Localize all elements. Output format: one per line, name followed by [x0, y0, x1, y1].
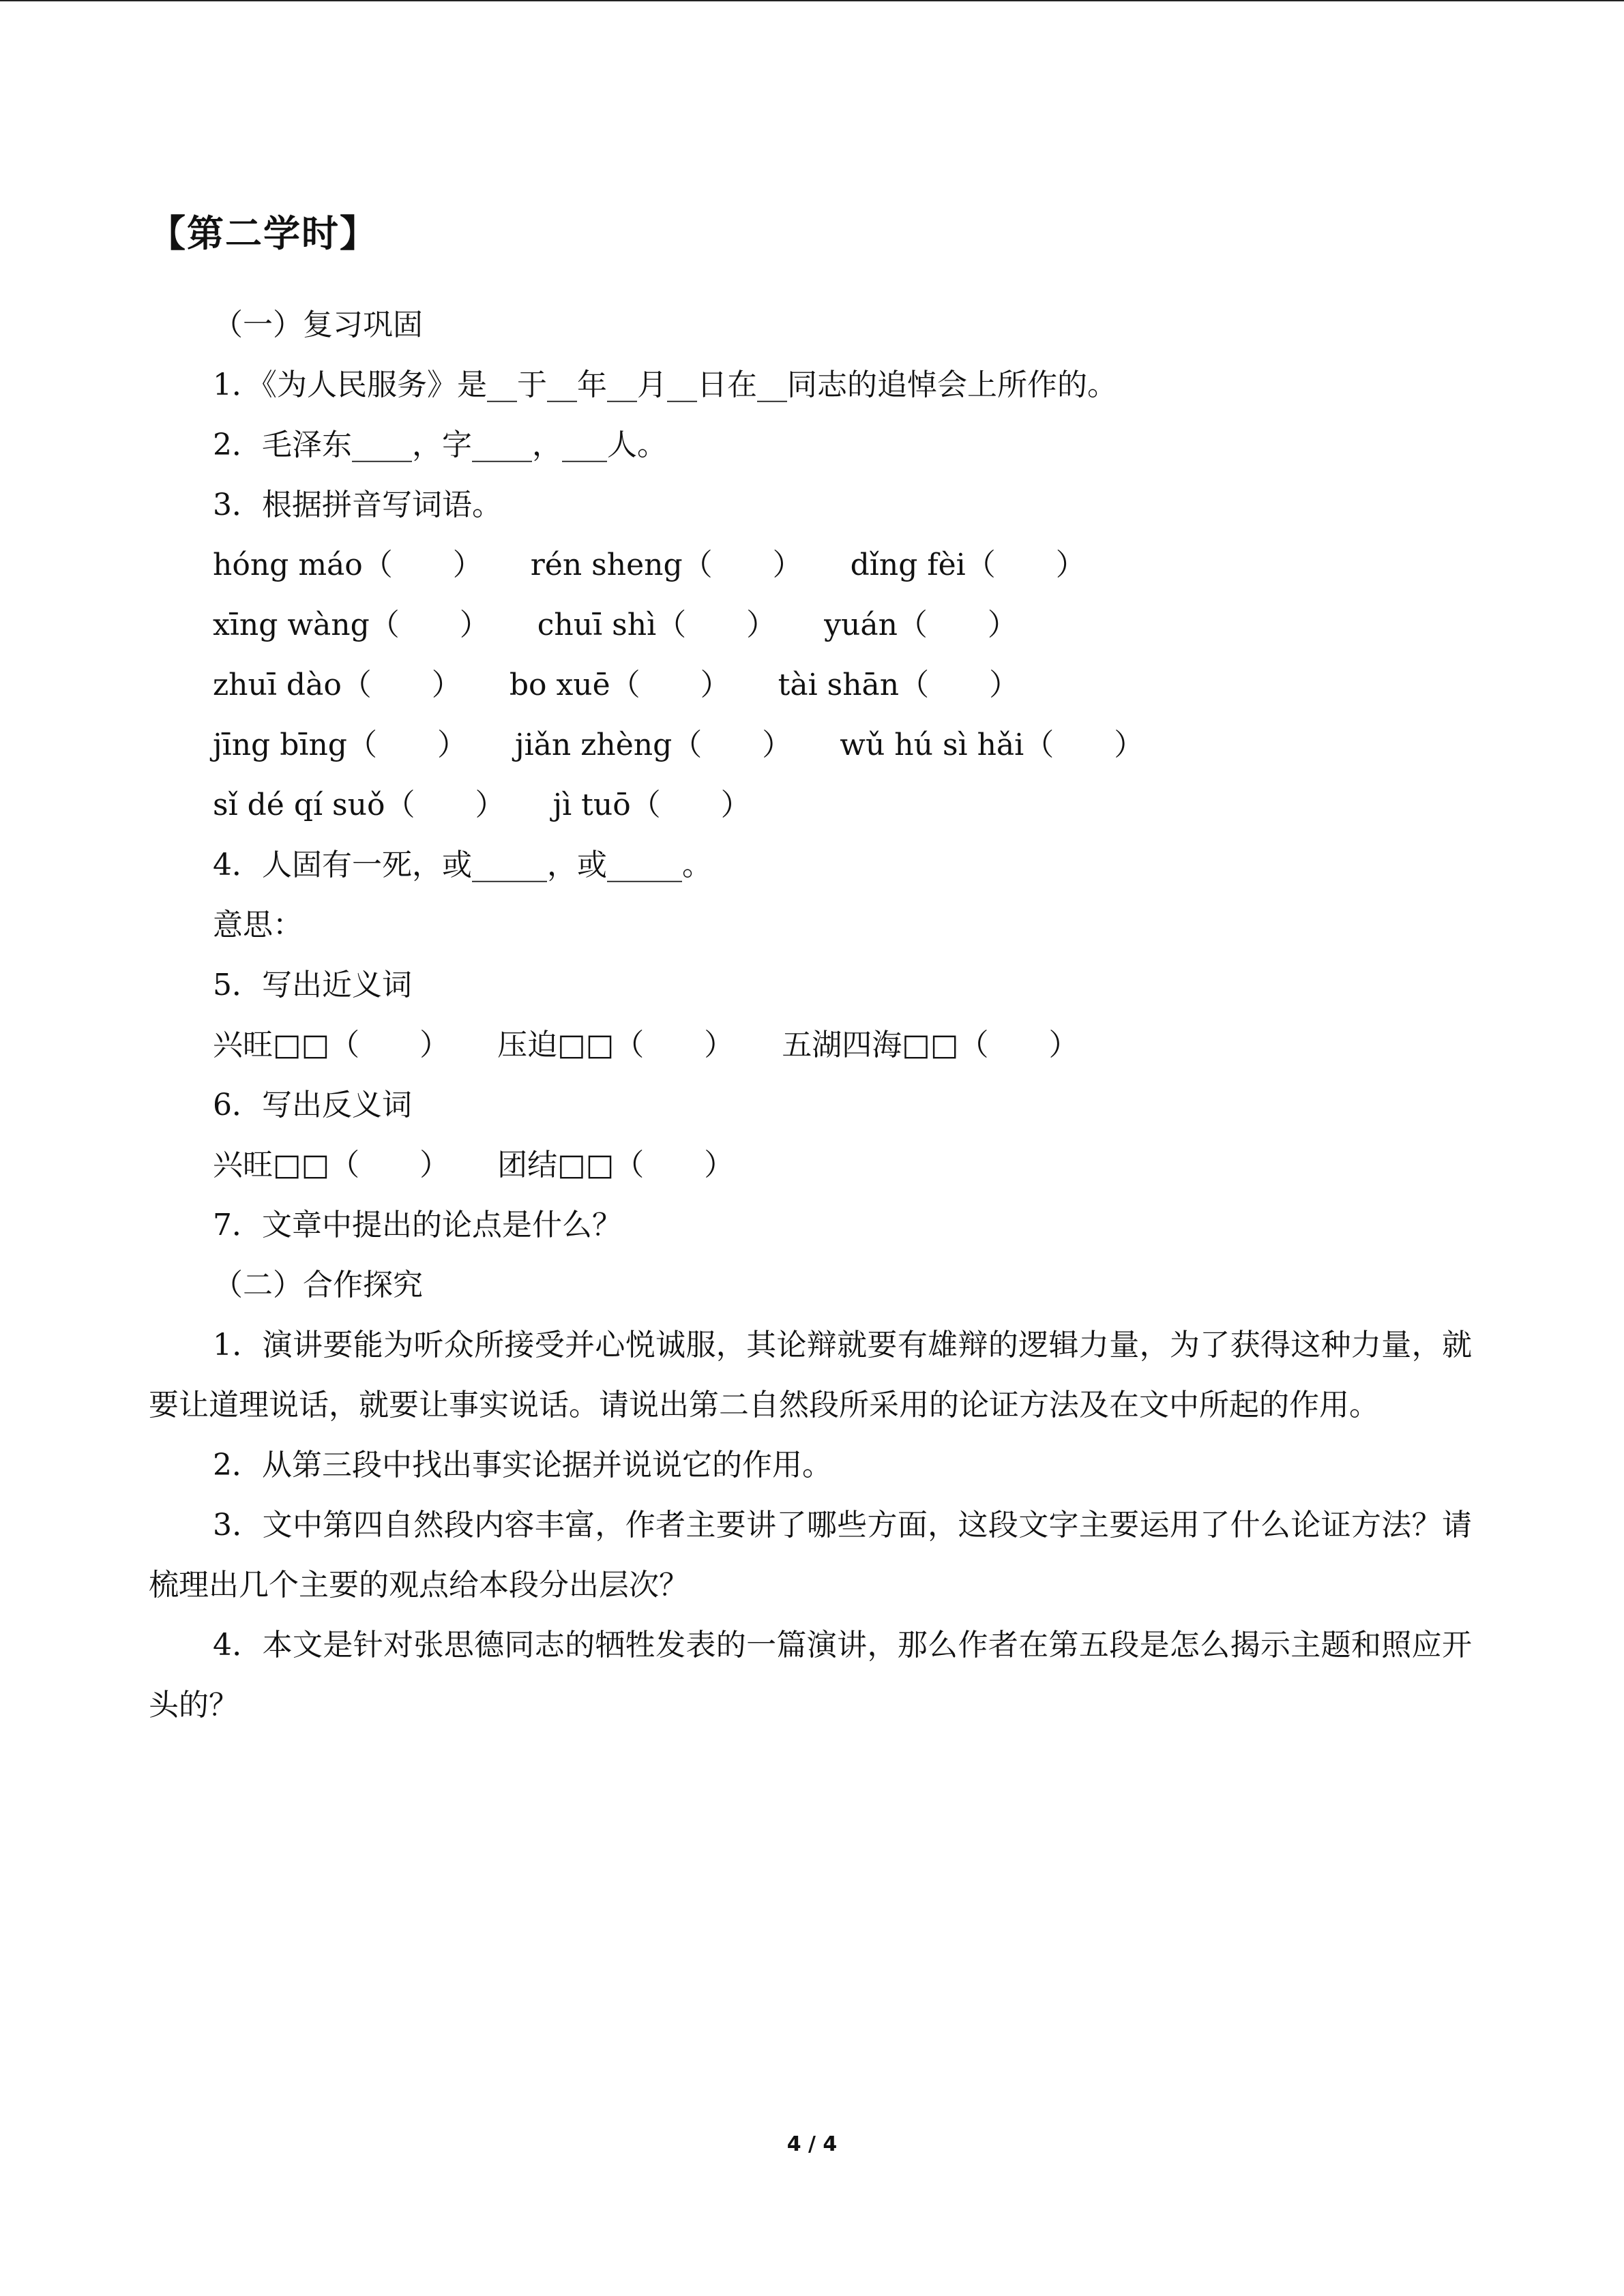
question-1: 1．《为人民服务》是__于__年__月__日在__同志的追悼会上所作的。 [213, 368, 1117, 402]
explore-question-2: 2．从第三段中找出事实论据并说说它的作用。 [213, 1448, 832, 1482]
section-explore-heading: （二）合作探究 [213, 1268, 423, 1302]
question-4-meaning: 意思： [213, 908, 303, 942]
pinyin-row [149, 655, 1472, 715]
pinyin-item: zhuī dào（ ） [213, 668, 462, 702]
pinyin-item: xīng wàng（ ） [213, 608, 490, 642]
pinyin-item: yuán（ ） [824, 608, 1018, 642]
synonym-item: 压迫□□（ ） [497, 1028, 735, 1062]
question-7: 7．文章中提出的论点是什么？ [213, 1208, 622, 1242]
document-page [149, 205, 1472, 1735]
question-2: 2．毛泽东____，字____，___人。 [213, 428, 667, 462]
explore-question-3: 3．文中第四自然段内容丰富，作者主要讲了哪些方面，这段文字主要运用了什么论证方法？请梳理出几个主要的观点给本段分出层次？ [149, 1508, 1472, 1602]
question-3: 3．根据拼音写词语。 [213, 488, 502, 522]
synonym-item: 五湖四海□□（ ） [782, 1028, 1079, 1062]
pinyin-item: hóng máo（ ） [213, 548, 483, 582]
pinyin-row [149, 535, 1472, 595]
section-review-heading: （一）复习巩固 [213, 308, 423, 342]
synonym-item: 兴旺□□（ ） [213, 1028, 450, 1062]
pinyin-item: chuī shì（ ） [537, 608, 777, 642]
pinyin-item: dǐng fèi（ ） [850, 548, 1086, 582]
pinyin-item: tài shān（ ） [778, 668, 1020, 702]
question-6: 6．写出反义词 [213, 1088, 412, 1122]
explore-question-4: 4．本文是针对张思德同志的牺牲发表的一篇演讲，那么作者在第五段是怎么揭示主题和照应开头的？ [149, 1628, 1472, 1723]
top-border-line [0, 0, 1624, 1]
pinyin-item: wǔ hú sì hǎi（ ） [840, 728, 1145, 762]
pinyin-item: jiǎn zhèng（ ） [514, 728, 793, 762]
pinyin-row [149, 595, 1472, 655]
antonym-item: 兴旺□□（ ） [213, 1148, 450, 1182]
antonym-row [149, 1135, 1472, 1195]
question-4: 4．人固有一死，或_____，或_____。 [213, 848, 712, 882]
pinyin-row [149, 775, 1472, 835]
pinyin-item: rén sheng（ ） [530, 548, 803, 582]
pinyin-item: bo xuē（ ） [509, 668, 730, 702]
question-5: 5．写出近义词 [213, 968, 412, 1002]
page-number: 4 / 4 [786, 2132, 838, 2156]
antonym-item: 团结□□（ ） [497, 1148, 735, 1182]
pinyin-item: sǐ dé qí suǒ（ ） [213, 788, 505, 822]
pinyin-row [149, 715, 1472, 775]
lesson-title: 【第二学时】 [149, 211, 378, 255]
pinyin-item: jì tuō（ ） [552, 788, 751, 822]
synonym-row [149, 1015, 1472, 1075]
pinyin-item: jīng bīng（ ） [213, 728, 467, 762]
explore-question-1: 1．演讲要能为听众所接受并心悦诚服，其论辩就要有雄辩的逻辑力量，为了获得这种力量，就要让道理说话，就要让事实说话。请说出第二自然段所采用的论证方法及在文中所起的作用。 [149, 1328, 1472, 1422]
